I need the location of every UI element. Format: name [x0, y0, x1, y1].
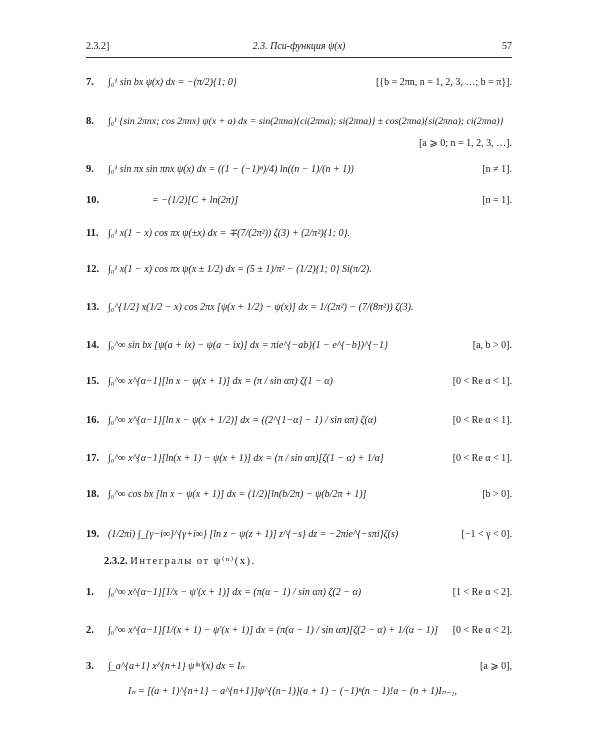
formula-body: ∫₀¹ sin bx ψ(x) dx = −(π/2){1; 0} — [108, 77, 237, 88]
formula-body: ∫₀¹ x(1 − x) cos πx ψ(±x) dx = ∓(7/(2π²)) ζ(3) + (2/π²){1; 0}. — [108, 228, 350, 239]
formula-number: 7. — [86, 77, 94, 88]
formula-body: ∫₀^∞ x^{α−1}[1/(x + 1) − ψ′(x + 1)] dx = (π(α − 1) / sin απ)[ζ(2 − α) + 1/(α − 1)] — [108, 625, 439, 636]
formula-condition: [n = 1]. — [482, 195, 512, 206]
formula-condition: [b > 0]. — [482, 489, 512, 500]
formula-body: ∫₀^∞ cos bx [ln x − ψ(x + 1)] dx = (1/2)[ln(b/2π) − ψ(b/2π + 1)] — [108, 489, 367, 500]
formula-10 — [86, 193, 512, 211]
formula-condition: [0 < Re α < 1]. — [452, 453, 512, 464]
formula-12 — [86, 258, 512, 284]
header-running-title: 2.3. Пси-функция ψ(x) — [252, 41, 346, 52]
section-formula-3 — [86, 655, 512, 703]
formula-number: 9. — [86, 164, 94, 175]
formula-condition: [{b = 2πn, n = 1, 2, 3, …; b = π}]. — [375, 77, 512, 88]
formula-number: 14. — [86, 340, 100, 351]
formula-body: ∫₀^∞ x^{α−1}[1/x − ψ′(x + 1)] dx = (π(α − 1) / sin απ) ζ(2 − α) — [108, 587, 362, 598]
formula-body: ∫₀¹ sin πx sin πnx ψ(x) dx = ((1 − (−1)ⁿ)/4) ln((n − 1)/(n + 1)) — [108, 164, 354, 175]
formula-body: ∫₀^∞ x^{α−1}[ln(x + 1) − ψ(x + 1)] dx = (π / sin απ)[ζ(1 − α) + 1/α] — [108, 453, 384, 464]
formula-condition: [−1 < γ < 0]. — [461, 529, 512, 540]
formula-body: ∫₀^∞ x^{α−1}[ln x − ψ(x + 1)] dx = (π / sin απ) ζ(1 − α) — [108, 376, 333, 387]
formula-condition: [0 < Re α < 1]. — [452, 415, 512, 426]
formula-number: 18. — [86, 489, 100, 500]
section-number: 2.3.2. — [104, 556, 128, 567]
formula-number: 19. — [86, 529, 100, 540]
page-number: 57 — [502, 41, 512, 52]
formula-body: ∫₀^∞ sin bx [ψ(a + ix) − ψ(a − ix)] dx = πie^{−ab}(1 − e^{−b})^{−1} — [108, 340, 389, 351]
section-formula-1 — [86, 580, 512, 608]
formula-number: 17. — [86, 453, 100, 464]
header-rule — [86, 57, 512, 58]
page-header — [86, 41, 512, 57]
formula-body: ∫₀¹ x(1 − x) cos πx ψ(x ± 1/2) dx = (5 ± 1)/π² − (1/2){1; 0} Si(π/2). — [108, 264, 372, 275]
formula-14 — [86, 335, 512, 359]
section-heading — [104, 555, 256, 567]
formula-condition: [0 < Re α < 1]. — [452, 376, 512, 387]
formula-7 — [86, 73, 512, 99]
formula-number: 3. — [86, 661, 94, 672]
formula-11 — [86, 222, 512, 248]
formula-17 — [86, 446, 512, 472]
formula-body: ∫₀¹ {sin 2πnx; cos 2πnx} ψ(x + a) dx = sin(2πna){ci(2πna); si(2πna)} ± cos(2πna){si(2πna); ci(2πna)} — [108, 116, 504, 127]
formula-number: 15. — [86, 376, 100, 387]
section-formula-2 — [86, 617, 512, 645]
formula-8 — [86, 110, 512, 150]
formula-16 — [86, 408, 512, 434]
formula-condition: [a, b > 0]. — [472, 340, 512, 351]
formula-number: 2. — [86, 625, 94, 636]
formula-condition: [n ≠ 1]. — [482, 164, 512, 175]
formula-number: 10. — [86, 195, 100, 206]
formula-condition: [0 < Re α < 2]. — [452, 625, 512, 636]
formula-number: 11. — [86, 228, 99, 239]
formula-15 — [86, 370, 512, 394]
formula-body: ∫₀^∞ x^{α−1}[ln x − ψ(x + 1/2)] dx = ((2^{1−α} − 1) / sin απ) ζ(α) — [108, 415, 377, 426]
formula-number: 13. — [86, 302, 100, 313]
formula-body: (1/2πi) ∫_{γ−i∞}^{γ+i∞} [ln z − ψ(z + 1)] z^{−s} dz = −2πie^{−sπi}ζ(s) — [108, 529, 399, 540]
formula-body: ∫_a^{a+1} x^{n+1} ψ⁽ⁿ⁾(x) dx = Iₙ — [108, 661, 245, 672]
formula-number: 1. — [86, 587, 94, 598]
formula-number: 8. — [86, 116, 94, 127]
formula-19 — [86, 521, 512, 551]
formula-condition: [a ⩾ 0], — [480, 661, 512, 672]
header-section-ref: 2.3.2] — [86, 41, 110, 52]
formula-number: 16. — [86, 415, 100, 426]
formula-18 — [86, 483, 512, 509]
formula-continuation: Iₙ = [(a + 1)^{n+1} − a^{n+1}]ψ^{(n−1)}(a + 1) − (−1)ⁿ(n − 1)!a − (n + 1)Iₙ₋₁, — [128, 686, 457, 697]
formula-body: = −(1/2)[C + ln(2π)] — [152, 195, 239, 206]
formula-condition: [a ⩾ 0; n = 1, 2, 3, …]. — [419, 138, 512, 149]
formula-9 — [86, 158, 512, 184]
section-title: Интегралы от ψ⁽ⁿ⁾(x). — [130, 556, 256, 567]
formula-number: 12. — [86, 264, 100, 275]
formula-body: ∫₀^{1/2} x(1/2 − x) cos 2πx [ψ(x + 1/2) − ψ(x)] dx = 1/(2π²) − (7/(8π²)) ζ(3). — [108, 302, 414, 313]
formula-13 — [86, 294, 512, 324]
formula-condition: [1 < Re α < 2]. — [452, 587, 512, 598]
